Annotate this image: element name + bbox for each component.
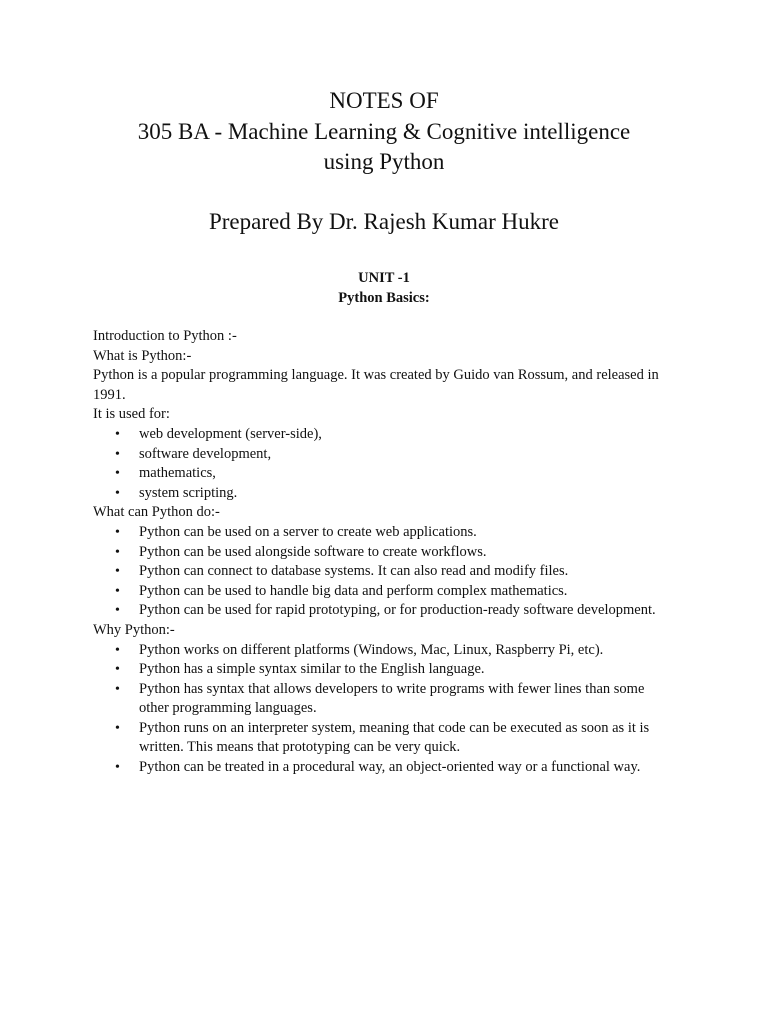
bullet-icon: • [115,466,120,482]
bullet-icon: • [115,524,120,540]
bullet-icon: • [115,583,120,599]
used-for-list [93,425,683,503]
what-heading: What is Python:- [93,347,192,364]
document-body [93,327,683,778]
bullet-icon: • [115,642,120,658]
list-item [93,484,659,504]
bullet-icon: • [115,564,120,580]
bullet-icon: • [115,720,120,736]
bullet-icon: • [115,485,120,501]
list-item [93,719,659,758]
list-item-text: Python can be used on a server to create web applications. [139,523,477,540]
list-item [93,758,659,778]
why-list [93,641,683,778]
list-item-text: Python has syntax that allows developers to write programs with fewer lines than some other programming languages. [139,680,645,717]
can-do-list [93,523,683,621]
list-item [93,641,659,661]
title-line: using Python [323,149,445,174]
list-item-text: Python can be used alongside software to create workflows. [139,543,487,560]
what-paragraph: Python is a popular programming language. It was created by Guido van Rossum, and released in 1991. [93,367,659,403]
unit-subtitle: Python Basics: [338,290,430,306]
list-item [93,464,659,484]
list-item [93,562,659,582]
author-line: Prepared By Dr. Rajesh Kumar Hukre [208,209,560,234]
bullet-icon: • [115,446,120,462]
list-item-text: Python can be used for rapid prototyping, or for production-ready software development. [139,602,656,619]
list-item-text: Python can connect to database systems. It can also read and modify files. [139,563,569,580]
document-title [0,86,768,178]
unit-heading [0,268,768,308]
list-item-text: web development (server-side), [139,425,322,442]
used-for-heading: It is used for: [93,406,170,423]
bullet-icon: • [115,662,120,678]
list-item [93,425,659,445]
bullet-icon: • [115,426,120,442]
list-item [93,601,659,621]
title-line: 305 BA - Machine Learning & Cognitive intelligence [137,118,631,144]
bullet-icon: • [115,603,120,619]
list-item-text: Python can be used to handle big data and perform complex mathematics. [139,582,568,599]
list-item-text: Python runs on an interpreter system, meaning that code can be executed as soon as it is written. This means that prototyping can be very quick. [139,719,650,756]
list-item-text: mathematics, [139,465,216,482]
list-item-text: Python works on different platforms (Windows, Mac, Linux, Raspberry Pi, etc). [139,641,604,658]
list-item-text: software development, [139,445,272,462]
list-item [93,582,659,602]
bullet-icon: • [115,544,120,560]
why-heading: Why Python:- [93,621,175,638]
list-item [93,445,659,465]
list-item-text: Python can be treated in a procedural way, an object-oriented way or a functional way. [139,759,641,776]
unit-number: UNIT -1 [358,270,410,286]
bullet-icon: • [115,681,120,697]
list-item-text: Python has a simple syntax similar to the English language. [139,661,485,678]
can-do-heading: What can Python do:- [93,504,220,521]
intro-heading: Introduction to Python :- [93,328,237,344]
list-item-text: system scripting. [139,484,238,501]
list-item [93,660,659,680]
title-line: NOTES OF [329,88,439,113]
list-item [93,523,659,543]
bullet-icon: • [115,760,120,776]
list-item [93,680,659,719]
list-item [93,543,659,563]
